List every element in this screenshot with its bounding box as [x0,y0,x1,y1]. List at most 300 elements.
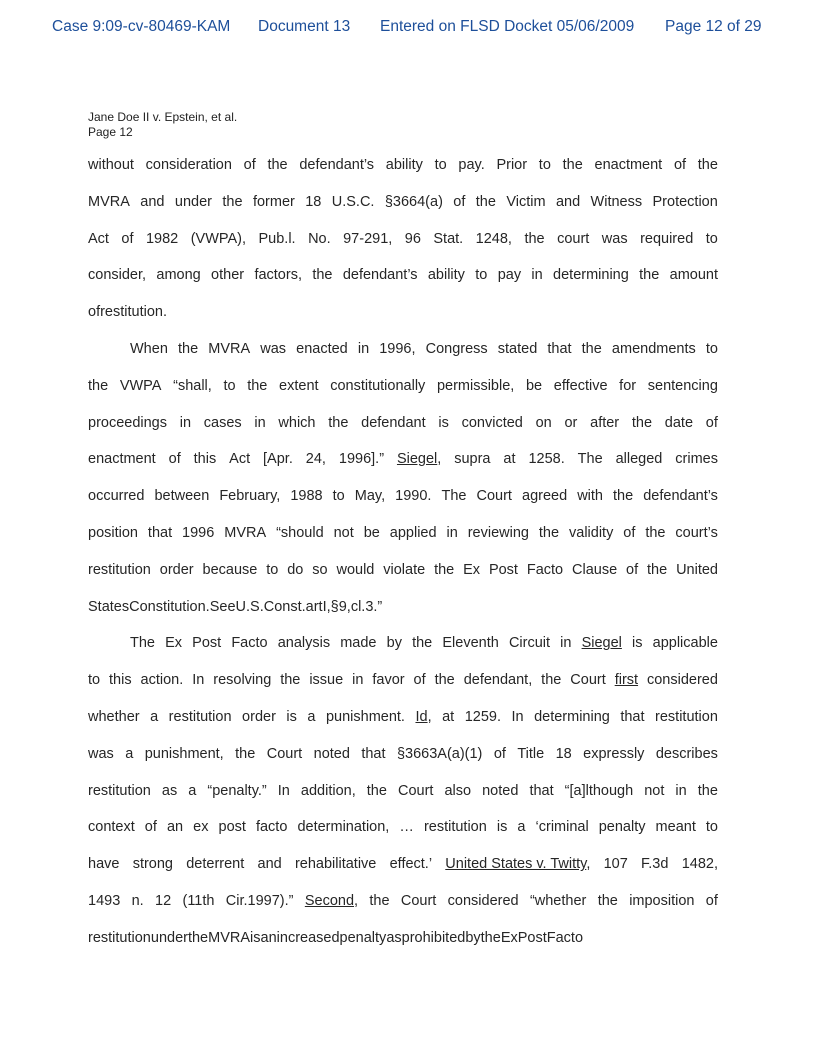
word: 1990. [395,488,432,505]
word: and [555,193,581,210]
word: of [453,193,466,210]
word: which [278,414,316,431]
word: (11th [182,892,215,909]
word: determining [534,708,610,725]
word: considered [447,892,519,909]
word: the [434,672,455,689]
word: or [564,414,578,431]
word: F.3d [641,856,669,873]
text-line [88,920,718,957]
text-line [88,184,718,221]
word: of [623,524,636,541]
word: the [541,672,562,689]
word: the [366,782,387,799]
word: MVRA [88,193,130,210]
word: penalty [339,929,387,946]
word: effective [553,377,608,394]
word: in [560,635,572,652]
word: order [159,561,194,578]
word: of [493,745,506,762]
word: Circuit [508,635,551,652]
word: to [705,819,718,836]
word: noted [313,745,350,762]
text-line [88,809,718,846]
word: as [386,929,402,946]
word: Eleventh [442,635,499,652]
word: Ex [500,929,518,946]
word: considered [646,672,718,689]
word: of [121,230,134,247]
word: violate [383,561,426,578]
word: rehabilitative [294,856,377,873]
word: Congress [425,340,488,357]
word: Const. [263,598,306,615]
word: 1248, [475,230,512,247]
word: expressly [583,745,645,762]
word: an [260,929,277,946]
word: the [187,929,209,946]
word: enactment [594,157,663,173]
word: was [601,230,628,247]
text-line [88,221,718,258]
word: post [218,819,246,836]
word: of [705,414,718,431]
document-number: Document 13 [258,18,351,35]
word: consideration [145,157,232,173]
word: because [202,561,258,578]
word: MVRA [224,524,267,541]
word: determination, [297,819,390,836]
word: “penalty.” [207,782,267,799]
case-caption: Jane Doe II v. Epstein, et al. [88,110,238,124]
word: not [644,782,665,799]
word: the [480,929,501,946]
word: to [88,672,101,689]
word: Post [517,929,547,946]
word: The [577,451,603,468]
text-line [88,147,718,184]
word: the [697,157,718,173]
word: 1982 [145,230,179,247]
word: applicable [652,635,718,652]
word: Stat. [433,230,464,247]
word: … [399,819,414,836]
word: the [369,892,390,909]
word: in [254,414,266,431]
word: to [538,157,551,173]
word: February, [219,488,281,505]
word: the [247,377,268,394]
page-count: Page 12 of 29 [665,18,762,35]
word: under [150,929,188,946]
word: the [524,230,545,247]
word: “should [276,524,324,541]
word: former [252,193,295,210]
word: art [305,598,323,615]
word: n. [131,892,144,909]
word: “shall, [173,377,212,394]
word: and [257,856,282,873]
word: a [125,745,134,762]
word: Prior [496,157,528,173]
word: ‘criminal [535,819,589,836]
text-line [88,625,718,662]
word: without [88,157,134,173]
word: resolving [213,672,272,689]
word: restitution [88,929,151,946]
word: VWPA [119,377,162,394]
word: determining [553,267,629,284]
text-line [88,846,718,883]
word: MVRA [208,929,251,946]
word: the [697,782,718,799]
word: Constitution. [129,598,210,615]
word: prohibited [401,929,466,946]
word: See [209,598,236,615]
word: that [147,524,173,541]
word: the [328,414,349,431]
word: is [438,414,449,431]
word: §9, [330,598,351,615]
word: the [177,340,199,357]
word: that [547,340,572,357]
word: 107 [603,856,628,873]
word: In [511,708,524,725]
body-text [88,147,718,957]
word: effect.’ [389,856,433,873]
word: be [525,377,543,394]
word: Protection [652,193,718,210]
word: defendant’s [643,488,718,505]
text-line [88,405,718,442]
word: the [88,377,109,394]
word: the [647,561,668,578]
word: to [434,157,447,173]
word: 1996].” [338,451,385,468]
word: date [664,414,694,431]
word: alleged [615,451,663,468]
word: extent [279,377,319,394]
word: at [442,708,455,725]
word: 1482, [681,856,718,873]
word: defendant [361,414,426,431]
word: permissible, [436,377,515,394]
word: Facto [231,635,268,652]
word: 1258. [528,451,565,468]
word: ability [427,267,465,284]
word: on [535,414,552,431]
word: noted [482,782,519,799]
word: amount [669,267,718,284]
word: order [242,708,276,725]
word: amendments [611,340,696,357]
word: in [352,672,364,689]
underlined-citation: Second, [304,892,359,909]
word: cl. [350,598,366,615]
word: in [357,340,370,357]
word: 97-291, [343,230,393,247]
text-line [88,368,718,405]
word: In [277,782,290,799]
word: 3.” [365,598,383,615]
case-number: Case 9:09-cv-80469-KAM [52,18,231,35]
word: the [412,635,433,652]
word: deterrent [186,856,245,873]
word: defendant, [463,672,533,689]
word: the [235,745,256,762]
word: so [312,561,328,578]
word: other [211,267,245,284]
word: stated [497,340,538,357]
word: this [193,451,217,468]
word: Post [192,635,222,652]
word: court’s [675,524,718,541]
word: is [632,635,643,652]
word: crimes [675,451,718,468]
word: was [260,340,287,357]
word: by [386,635,402,652]
word: MVRA [208,340,251,357]
text-line [88,773,718,810]
text-line [88,294,718,331]
word: restitution. [100,304,167,321]
word: United [676,561,718,578]
word: the [434,561,455,578]
word: would [336,561,375,578]
word: consider, [88,267,147,284]
word: be [363,524,380,541]
word: with [577,488,603,505]
word: in [531,267,543,284]
word: also [444,782,472,799]
word: 1996 [182,524,215,541]
word: constitutionally [330,377,426,394]
word: for [619,377,637,394]
word: that [620,708,645,725]
word: punishment, [144,745,224,762]
word: as [161,782,178,799]
word: The [130,635,155,652]
word: Post [488,561,518,578]
word: “[a]lthough [564,782,634,799]
word: to [332,488,345,505]
word: Clause [572,561,618,578]
word: between [154,488,210,505]
word: defendant’s [299,157,375,173]
word: restitution [88,561,151,578]
word: pay. [458,157,485,173]
word: punishment. [325,708,405,725]
word: action. [140,672,184,689]
underlined-citation: United States v. Twitty, [445,856,591,873]
word: When [130,340,168,357]
word: U.S.C. [331,193,375,210]
word: The [441,488,467,505]
text-line [88,257,718,294]
word: facto [255,819,288,836]
word: enacted [296,340,348,357]
word: of [243,157,256,173]
word: Ex [463,561,481,578]
word: Victim [506,193,546,210]
text-line [88,883,718,920]
word: the [639,267,660,284]
word: the [222,193,243,210]
word: to [475,267,488,284]
word: a [150,708,159,725]
word: proceedings [88,414,167,431]
word: 18 [555,745,572,762]
word: a [188,782,197,799]
word: applied [389,524,437,541]
word: of [144,819,157,836]
word: cases [203,414,242,431]
word: the [645,524,666,541]
word: required [640,230,694,247]
word: in [179,414,192,431]
word: restitution [655,708,718,725]
text-line [88,552,718,589]
word: the [475,193,496,210]
text-line [88,662,718,699]
word: of [705,892,718,909]
word: Cir.1997).” [225,892,294,909]
word: to [223,377,236,394]
word: among [156,267,201,284]
word: position [88,524,138,541]
word: have [88,856,120,873]
word: whether [88,708,140,725]
word: strong [132,856,173,873]
word: ability [385,157,423,173]
text-line [88,736,718,773]
word: enactment [88,451,156,468]
word: addition, [300,782,356,799]
word: sentencing [647,377,718,394]
word: at [503,451,516,468]
word: restitution [423,819,487,836]
word: 1259. [464,708,501,725]
word: and [140,193,165,210]
word: §3664(a) [384,193,443,210]
docket-entry-date: Entered on FLSD Docket 05/06/2009 [380,18,635,35]
word: to [705,230,718,247]
word: factors, [254,267,302,284]
underlined-citation: Id, [415,708,432,725]
word: court [557,230,590,247]
word: Court [476,488,512,505]
word: a [517,819,526,836]
word: analysis [277,635,331,652]
text-line [88,331,718,368]
underlined-citation: first [614,672,639,689]
word: 1996, [379,340,416,357]
word: §3663A(a)(1) [396,745,483,762]
word: 96 [404,230,421,247]
word: the [562,157,583,173]
word: describes [655,745,718,762]
word: is [286,708,297,725]
word: Court [570,672,606,689]
word: reviewing [467,524,529,541]
word: 18 [305,193,322,210]
word: to [266,561,279,578]
word: is [250,929,261,946]
word: made [340,635,377,652]
word: that [361,745,386,762]
word: the [597,892,618,909]
word: of [673,157,687,173]
underlined-citation: Siegel [581,635,622,652]
word: 24, [305,451,326,468]
word: the [631,414,653,431]
word: Act [229,451,251,468]
word: No. [308,230,331,247]
word: (VWPA), [190,230,247,247]
word: to [705,340,718,357]
text-line [88,699,718,736]
word: the [267,157,288,173]
word: the [280,672,301,689]
word: was [88,745,114,762]
word: of [168,451,181,468]
word: meant [655,819,696,836]
word: validity [569,524,614,541]
word: Facto [526,561,564,578]
word: pay [497,267,522,284]
word: Pub.l. [258,230,296,247]
word: imposition [629,892,695,909]
word: U.S. [235,598,264,615]
underlined-citation: Siegel, [396,451,442,468]
word: in [446,524,458,541]
word: do [287,561,304,578]
word: Act [88,230,109,247]
word: the [312,267,333,284]
word: this [109,672,132,689]
word: penalty [598,819,646,836]
word: 1493 [88,892,121,909]
page-label: Page 12 [88,125,133,139]
word: in [675,782,687,799]
text-line [88,515,718,552]
word: 12 [155,892,172,909]
word: favor [372,672,405,689]
word: by [465,929,481,946]
word: Witness [590,193,643,210]
word: the [538,524,560,541]
word: Ex [165,635,183,652]
text-line [88,589,718,626]
word: Court [400,892,437,909]
word: occurred [88,488,145,505]
word: May, [354,488,386,505]
word: of [413,672,426,689]
word: States [88,598,130,615]
word: a [307,708,316,725]
text-line [88,478,718,515]
word: not [333,524,354,541]
word: Facto [546,929,584,946]
word: is [496,819,508,836]
word: Court [397,782,434,799]
text-line [88,441,718,478]
word: an [166,819,184,836]
word: increased [276,929,340,946]
word: Court [266,745,303,762]
word: the [613,488,634,505]
word: that [529,782,554,799]
